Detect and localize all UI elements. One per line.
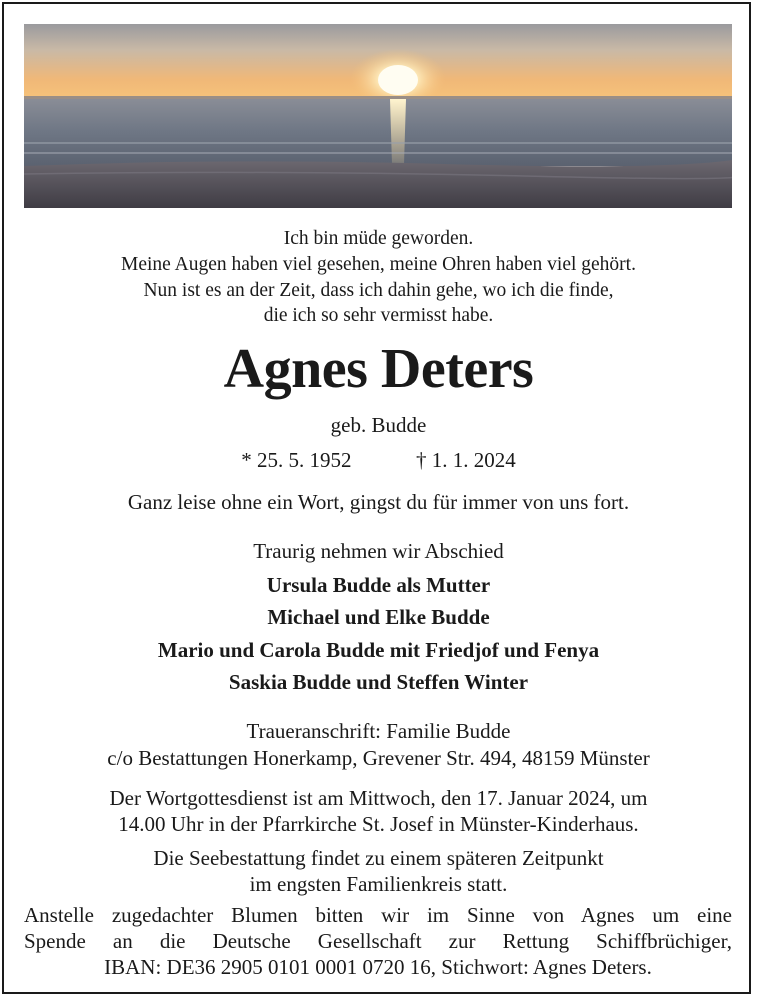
donation-line: Spende an die Deutsche Gesellschaft zur Rettung Schiffbrüchiger, bbox=[24, 929, 732, 953]
deceased-name: Agnes Deters bbox=[223, 338, 534, 400]
burial-line: Die Seebestattung findet zu einem späteren Zeitpunkt bbox=[153, 846, 604, 870]
mourning-intro: Traurig nehmen wir Abschied bbox=[253, 539, 504, 563]
poem-line: die ich so sehr vermisst habe. bbox=[263, 305, 494, 326]
donation-line: Anstelle zugedachter Blumen bitten wir im Sinne von Agnes um eine bbox=[24, 903, 732, 927]
burial-line: im engsten Familienkreis statt. bbox=[249, 872, 508, 896]
service-line: 14.00 Uhr in der Pfarrkirche St. Josef in Münster-Kinderhaus. bbox=[118, 812, 639, 836]
poem-line: Nun ist es an der Zeit, dass ich dahin gehe, wo ich die finde, bbox=[143, 280, 614, 301]
donation-line: IBAN: DE36 2905 0101 0001 0720 16, Stichwort: Agnes Deters. bbox=[104, 955, 652, 979]
address-line: c/o Bestattungen Honerkamp, Grevener Str. 494, 48159 Münster bbox=[107, 746, 650, 770]
address-line: Traueranschrift: Familie Budde bbox=[246, 719, 511, 743]
mourner-name: Mario und Carola Budde mit Friedjof und Fenya bbox=[157, 638, 600, 662]
farewell-line: Ganz leise ohne ein Wort, gingst du für immer von uns fort. bbox=[127, 490, 630, 514]
service-line: Der Wortgottesdienst ist am Mittwoch, den 17. Januar 2024, um bbox=[109, 786, 648, 810]
mourner-name: Ursula Budde als Mutter bbox=[266, 573, 491, 597]
mourner-name: Michael und Elke Budde bbox=[267, 605, 490, 629]
poem-line: Meine Augen haben viel gesehen, meine Ohren haben viel gehört. bbox=[121, 254, 636, 275]
mourner-name: Saskia Budde und Steffen Winter bbox=[228, 670, 529, 694]
birth-date: * 25. 5. 1952 bbox=[241, 448, 352, 472]
poem-line: Ich bin müde geworden. bbox=[283, 228, 474, 249]
sunset-sea-photo bbox=[24, 24, 732, 208]
maiden-name: geb. Budde bbox=[330, 413, 427, 437]
death-date: † 1. 1. 2024 bbox=[416, 448, 516, 472]
life-dates bbox=[0, 448, 757, 473]
